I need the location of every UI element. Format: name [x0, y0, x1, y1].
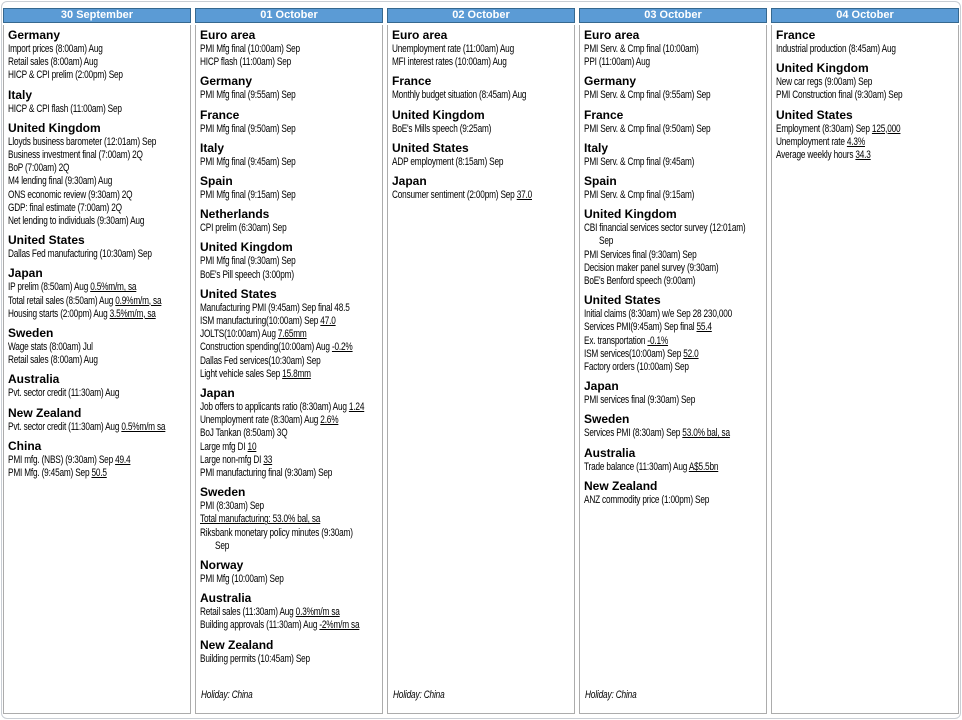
event-line [200, 43, 378, 56]
event-text: HICP & CPI prelim (2:00pm) Sep [8, 69, 123, 82]
holiday-note: Holiday: China [393, 689, 445, 701]
event-line [584, 461, 762, 474]
country-section [584, 109, 762, 136]
country-heading: France [584, 107, 624, 122]
country-section [8, 327, 186, 367]
event-text: New car regs (9:00am) Sep [776, 76, 873, 89]
event-value: 0.3%m/m sa [295, 606, 340, 619]
event-line [584, 335, 762, 348]
event-text: Wage stats (8:00am) Jul [8, 341, 93, 354]
country-heading: Sweden [584, 412, 630, 427]
event-line [200, 89, 378, 102]
event-value: Total manufacturing: 53.0% bal, sa [200, 513, 321, 526]
day-body [579, 25, 767, 714]
calendar-columns [3, 8, 959, 714]
event-line [8, 69, 186, 82]
country-section [200, 208, 378, 235]
event-text: Net lending to individuals (9:30am) Aug [8, 215, 145, 228]
event-text: Housing starts (2:00pm) Aug [8, 307, 108, 320]
event-text: ADP employment (8:15am) Sep [392, 155, 504, 168]
event-text: Unemployment rate [776, 135, 845, 148]
country-section [200, 75, 378, 102]
event-line [200, 189, 378, 202]
event-text: Lloyds business barometer (12:01am) Sep [8, 135, 157, 148]
event-line [584, 427, 762, 440]
event-value: 15.8mm [282, 367, 311, 380]
event-text: PMI (8:30am) Sep [200, 500, 264, 513]
day-header: 03 October [579, 8, 767, 23]
event-text: Employment (8:30am) Sep [776, 122, 870, 135]
country-section [584, 75, 762, 102]
event-text: Building permits (10:45am) Sep [200, 652, 310, 665]
event-line [200, 368, 378, 381]
event-line [584, 308, 762, 321]
event-line [8, 387, 186, 400]
event-line [584, 189, 762, 202]
event-value: 49.4 [115, 453, 131, 466]
country-section [200, 241, 378, 281]
country-section [200, 639, 378, 666]
day-body [771, 25, 959, 714]
event-value: 0.5%m/m sa [121, 420, 166, 433]
event-value: -0.2% [331, 341, 353, 354]
event-text: PMI Mfg final (9:45am) Sep [200, 155, 296, 168]
event-text: CPI prelim (6:30am) Sep [200, 222, 287, 235]
country-section [584, 413, 762, 440]
country-heading: Euro area [392, 28, 448, 42]
country-section [584, 480, 762, 507]
event-value: A$5.5bn [688, 460, 719, 473]
event-text: PMI Serv. & Cmp final (9:55am) Sep [584, 89, 711, 102]
event-text: Services PMI (8:30am) Sep [584, 427, 681, 440]
country-section [200, 288, 378, 381]
event-line [200, 467, 378, 480]
event-line [200, 355, 378, 368]
event-text: CBI financial services sector survey (12:01am) [584, 222, 746, 235]
event-line [200, 315, 378, 328]
country-section [200, 559, 378, 586]
event-text: BoE's Benford speech (9:00am) [584, 275, 696, 288]
country-section [584, 175, 762, 202]
event-text: Retail sales (8:00am) Aug [8, 354, 98, 367]
country-heading: Australia [8, 372, 60, 387]
event-value: 53.0% bal, sa [682, 427, 730, 440]
event-text: Monthly budget situation (8:45am) Aug [392, 89, 527, 102]
country-heading: Germany [584, 74, 637, 89]
event-text: PMI Mfg final (10:00am) Sep [200, 43, 300, 55]
event-text: Retail sales (8:00am) Aug [8, 56, 98, 69]
event-line [8, 202, 186, 215]
event-line [584, 249, 762, 262]
event-line [776, 149, 954, 162]
country-heading: United Kingdom [392, 107, 485, 122]
country-section [8, 373, 186, 400]
event-line [584, 89, 762, 102]
event-text: PMI Mfg (10:00am) Sep [200, 573, 284, 586]
country-section [8, 234, 186, 261]
country-section [584, 142, 762, 169]
country-heading: Japan [8, 266, 43, 281]
event-line [392, 56, 570, 69]
event-line [584, 262, 762, 275]
event-text: BoP (7:00am) 2Q [8, 162, 70, 175]
event-line [8, 454, 186, 467]
event-text: Dallas Fed services(10:30am) Sep [200, 354, 321, 367]
event-value: 0.9%m/m, sa [115, 294, 162, 307]
country-heading: Japan [392, 174, 427, 189]
day-header: 02 October [387, 8, 575, 23]
event-value: -0.1% [647, 334, 669, 347]
event-line [392, 89, 570, 102]
country-heading: Italy [200, 140, 225, 155]
event-line [584, 348, 762, 361]
country-heading: Netherlands [200, 207, 270, 222]
event-value: 47.0 [320, 315, 336, 328]
event-line [8, 215, 186, 228]
country-section [584, 380, 762, 407]
event-text: PMI Mfg final (9:30am) Sep [200, 255, 296, 268]
event-text: Factory orders (10:00am) Sep [584, 361, 689, 374]
event-value: 7.65mm [277, 328, 307, 341]
country-heading: France [200, 107, 240, 122]
event-text: IP prelim (8:50am) Aug [8, 281, 89, 294]
holiday-note: Holiday: China [201, 689, 253, 701]
country-heading: Spain [200, 174, 233, 189]
event-line [200, 427, 378, 440]
country-heading: United States [584, 293, 661, 308]
country-heading: Spain [584, 174, 617, 189]
event-line [392, 43, 570, 56]
event-line [8, 103, 186, 116]
country-heading: United States [8, 233, 85, 248]
event-text: BoE's Mills speech (9:25am) [392, 122, 492, 135]
event-line [200, 606, 378, 619]
event-continuation-line: Sep [215, 539, 230, 552]
day-body [3, 25, 191, 714]
country-heading: United States [200, 286, 277, 301]
day-header: 30 September [3, 8, 191, 23]
country-heading: New Zealand [200, 637, 274, 652]
event-text: Dallas Fed manufacturing (10:30am) Sep [8, 248, 152, 261]
country-heading: Italy [8, 87, 33, 102]
event-text: Riksbank monetary policy minutes (9:30am) [200, 526, 353, 539]
day-column [771, 8, 959, 714]
event-value: 10 [247, 440, 257, 453]
country-section [584, 29, 762, 69]
event-text: PMI manufacturing final (9:30am) Sep [200, 467, 333, 480]
event-line [8, 467, 186, 480]
event-line [8, 189, 186, 202]
country-section [776, 29, 954, 56]
country-heading: Sweden [200, 485, 246, 500]
event-value: 1.24 [348, 401, 365, 414]
event-line [584, 43, 762, 56]
country-section [200, 175, 378, 202]
event-text: PMI Mfg final (9:15am) Sep [200, 189, 296, 202]
event-text: Consumer sentiment (2:00pm) Sep [392, 189, 515, 202]
holiday-note: Holiday: China [585, 689, 637, 701]
event-text: Average weekly hours [776, 149, 854, 162]
event-value: 33 [263, 453, 273, 466]
event-line [200, 500, 378, 513]
event-text: ISM manufacturing(10:00am) Sep [200, 315, 319, 328]
event-line [200, 573, 378, 586]
event-line [584, 123, 762, 136]
country-section [200, 387, 378, 480]
event-line [200, 302, 378, 315]
event-line [8, 56, 186, 69]
event-text: PMI Mfg final (9:55am) Sep [200, 89, 296, 102]
country-heading: Germany [200, 74, 253, 89]
event-text: Unemployment rate (8:30am) Aug [200, 414, 319, 427]
event-line [584, 56, 762, 69]
event-value: 4.3% [846, 135, 865, 148]
event-text: Industrial production (8:45am) Aug [776, 43, 896, 55]
event-line [584, 156, 762, 169]
event-line [584, 394, 762, 407]
event-text: M4 lending final (9:30am) Aug [8, 175, 113, 188]
country-section [392, 29, 570, 69]
country-section [584, 447, 762, 474]
event-text: Trade balance (11:30am) Aug [584, 460, 688, 473]
event-line [8, 43, 186, 56]
event-text: Building approvals (11:30am) Aug [200, 619, 318, 632]
country-heading: Norway [200, 558, 244, 573]
event-line [584, 222, 762, 235]
country-section [8, 89, 186, 116]
event-text: HICP flash (11:00am) Sep [200, 56, 292, 69]
country-heading: Japan [584, 379, 619, 394]
event-line [200, 414, 378, 427]
event-text: PMI Serv. & Cmp final (9:50am) Sep [584, 122, 711, 135]
event-text: Ex. transportation [584, 334, 646, 347]
event-text: PMI Serv. & Cmp final (9:45am) [584, 155, 695, 168]
event-line [200, 341, 378, 354]
country-section [200, 486, 378, 553]
event-value: 50.5 [91, 467, 107, 480]
event-text: GDP: final estimate (7:00am) 2Q [8, 201, 122, 214]
country-heading: Australia [200, 591, 252, 606]
country-heading: Euro area [200, 28, 256, 42]
day-column [387, 8, 575, 714]
event-text: MFI interest rates (10:00am) Aug [392, 56, 507, 69]
event-line [8, 341, 186, 354]
country-section [200, 29, 378, 69]
event-line [200, 156, 378, 169]
event-line [200, 454, 378, 467]
day-body [195, 25, 383, 714]
country-heading: United Kingdom [776, 61, 869, 76]
event-line [8, 308, 186, 321]
event-line [776, 123, 954, 136]
event-line [584, 275, 762, 288]
country-heading: China [8, 438, 42, 453]
event-line [8, 175, 186, 188]
event-value: 2.6% [320, 414, 339, 427]
country-section [8, 407, 186, 434]
country-section [8, 29, 186, 83]
event-line [776, 43, 954, 56]
event-text: Unemployment rate (11:00am) Aug [392, 43, 514, 55]
event-line [8, 136, 186, 149]
event-text: PMI Serv. & Cmp final (9:15am) [584, 189, 695, 202]
country-section [392, 142, 570, 169]
day-body [387, 25, 575, 714]
event-line [8, 354, 186, 367]
event-line [200, 441, 378, 454]
country-heading: Japan [200, 386, 235, 401]
country-heading: Australia [584, 445, 636, 460]
country-section [8, 267, 186, 321]
country-heading: Germany [8, 28, 61, 42]
event-text: Initial claims (8:30am) w/e Sep 28 230,000 [584, 308, 733, 321]
event-text: PMI services final (9:30am) Sep [584, 394, 696, 407]
event-text: Manufacturing PMI (9:45am) Sep final 48.5 [200, 301, 350, 314]
event-text: PMI Mfg. (9:45am) Sep [8, 467, 90, 480]
event-text: PMI Construction final (9:30am) Sep [776, 89, 903, 102]
country-heading: United Kingdom [8, 120, 101, 135]
event-text: BoJ Tankan (8:50am) 3Q [200, 427, 288, 440]
country-heading: United Kingdom [200, 240, 293, 255]
event-text: Total retail sales (8:50am) Aug [8, 294, 114, 307]
event-text: PMI Services final (9:30am) Sep [584, 248, 697, 261]
event-line [776, 136, 954, 149]
event-text: HICP & CPI flash (11:00am) Sep [8, 102, 122, 115]
country-heading: New Zealand [584, 478, 658, 493]
event-line [200, 527, 378, 540]
event-value: -2%m/m sa [319, 619, 360, 632]
event-line [200, 653, 378, 666]
event-text: ONS economic review (9:30am) 2Q [8, 188, 133, 201]
event-value: 3.5%m/m, sa [109, 307, 156, 320]
event-text: Pvt. sector credit (11:30am) Aug [8, 420, 120, 433]
country-section [392, 109, 570, 136]
day-header: 04 October [771, 8, 959, 23]
country-section [200, 109, 378, 136]
event-value: 37.0 [516, 189, 533, 202]
event-line [200, 222, 378, 235]
event-line [200, 123, 378, 136]
event-text: Construction spending(10:00am) Aug [200, 341, 330, 354]
event-line [8, 421, 186, 434]
event-line [392, 189, 570, 202]
event-value: 0.5%m/m, sa [90, 281, 137, 294]
event-line [8, 248, 186, 261]
event-text: PMI mfg. (NBS) (9:30am) Sep [8, 453, 113, 466]
event-line [392, 123, 570, 136]
country-section [776, 109, 954, 163]
event-line [200, 513, 378, 526]
event-text: ISM services(10:00am) Sep [584, 347, 682, 360]
event-line [584, 494, 762, 507]
event-text: Decision maker panel survey (9:30am) [584, 261, 719, 274]
country-section [776, 62, 954, 102]
country-heading: New Zealand [8, 405, 82, 420]
event-value: 125,000 [871, 122, 901, 135]
event-line [584, 361, 762, 374]
country-heading: United States [392, 140, 469, 155]
event-text: Import prices (8:00am) Aug [8, 43, 103, 55]
event-line [8, 149, 186, 162]
day-column [195, 8, 383, 714]
event-line [776, 76, 954, 89]
country-section [584, 208, 762, 288]
event-continuation-line: Sep [599, 235, 614, 248]
event-line [8, 281, 186, 294]
event-text: PMI Serv. & Cmp final (10:00am) [584, 43, 699, 55]
event-text: Retail sales (11:30am) Aug [200, 606, 294, 619]
event-line [200, 255, 378, 268]
event-text: BoE's Pill speech (3:00pm) [200, 268, 294, 281]
country-section [8, 440, 186, 480]
day-header: 01 October [195, 8, 383, 23]
event-line [200, 269, 378, 282]
country-section [200, 142, 378, 169]
country-section [8, 122, 186, 228]
day-column [3, 8, 191, 714]
event-line [776, 89, 954, 102]
country-heading: France [392, 74, 432, 89]
event-value: 55.4 [696, 321, 712, 334]
country-heading: United States [776, 107, 853, 122]
event-line [200, 619, 378, 632]
country-heading: France [776, 28, 816, 42]
event-line [200, 328, 378, 341]
event-value: 52.0 [683, 347, 699, 360]
event-text: JOLTS(10:00am) Aug [200, 328, 276, 341]
event-line [8, 162, 186, 175]
event-line [200, 56, 378, 69]
event-line [392, 156, 570, 169]
country-section [200, 592, 378, 632]
event-line [200, 401, 378, 414]
event-line [8, 295, 186, 308]
country-heading: Italy [584, 140, 609, 155]
country-heading: Euro area [584, 28, 640, 42]
event-text: Business investment final (7:00am) 2Q [8, 149, 143, 162]
event-text: Large mfg DI [200, 440, 246, 453]
event-line [584, 321, 762, 334]
country-heading: Sweden [8, 326, 54, 341]
event-text: ANZ commodity price (1:00pm) Sep [584, 493, 710, 506]
event-text: Light vehicle sales Sep [200, 367, 281, 380]
event-text: Large non-mfg DI [200, 453, 262, 466]
event-text: Pvt. sector credit (11:30am) Aug [8, 387, 120, 400]
event-text: Services PMI(9:45am) Sep final [584, 321, 695, 334]
country-heading: United Kingdom [584, 207, 677, 222]
day-column [579, 8, 767, 714]
country-section [392, 75, 570, 102]
country-section [584, 294, 762, 374]
event-text: PMI Mfg final (9:50am) Sep [200, 122, 296, 135]
event-text: Job offers to applicants ratio (8:30am) Aug [200, 401, 347, 414]
country-section [392, 175, 570, 202]
event-text: PPI (11:00am) Aug [584, 56, 650, 69]
event-value: 34.3 [855, 149, 871, 162]
